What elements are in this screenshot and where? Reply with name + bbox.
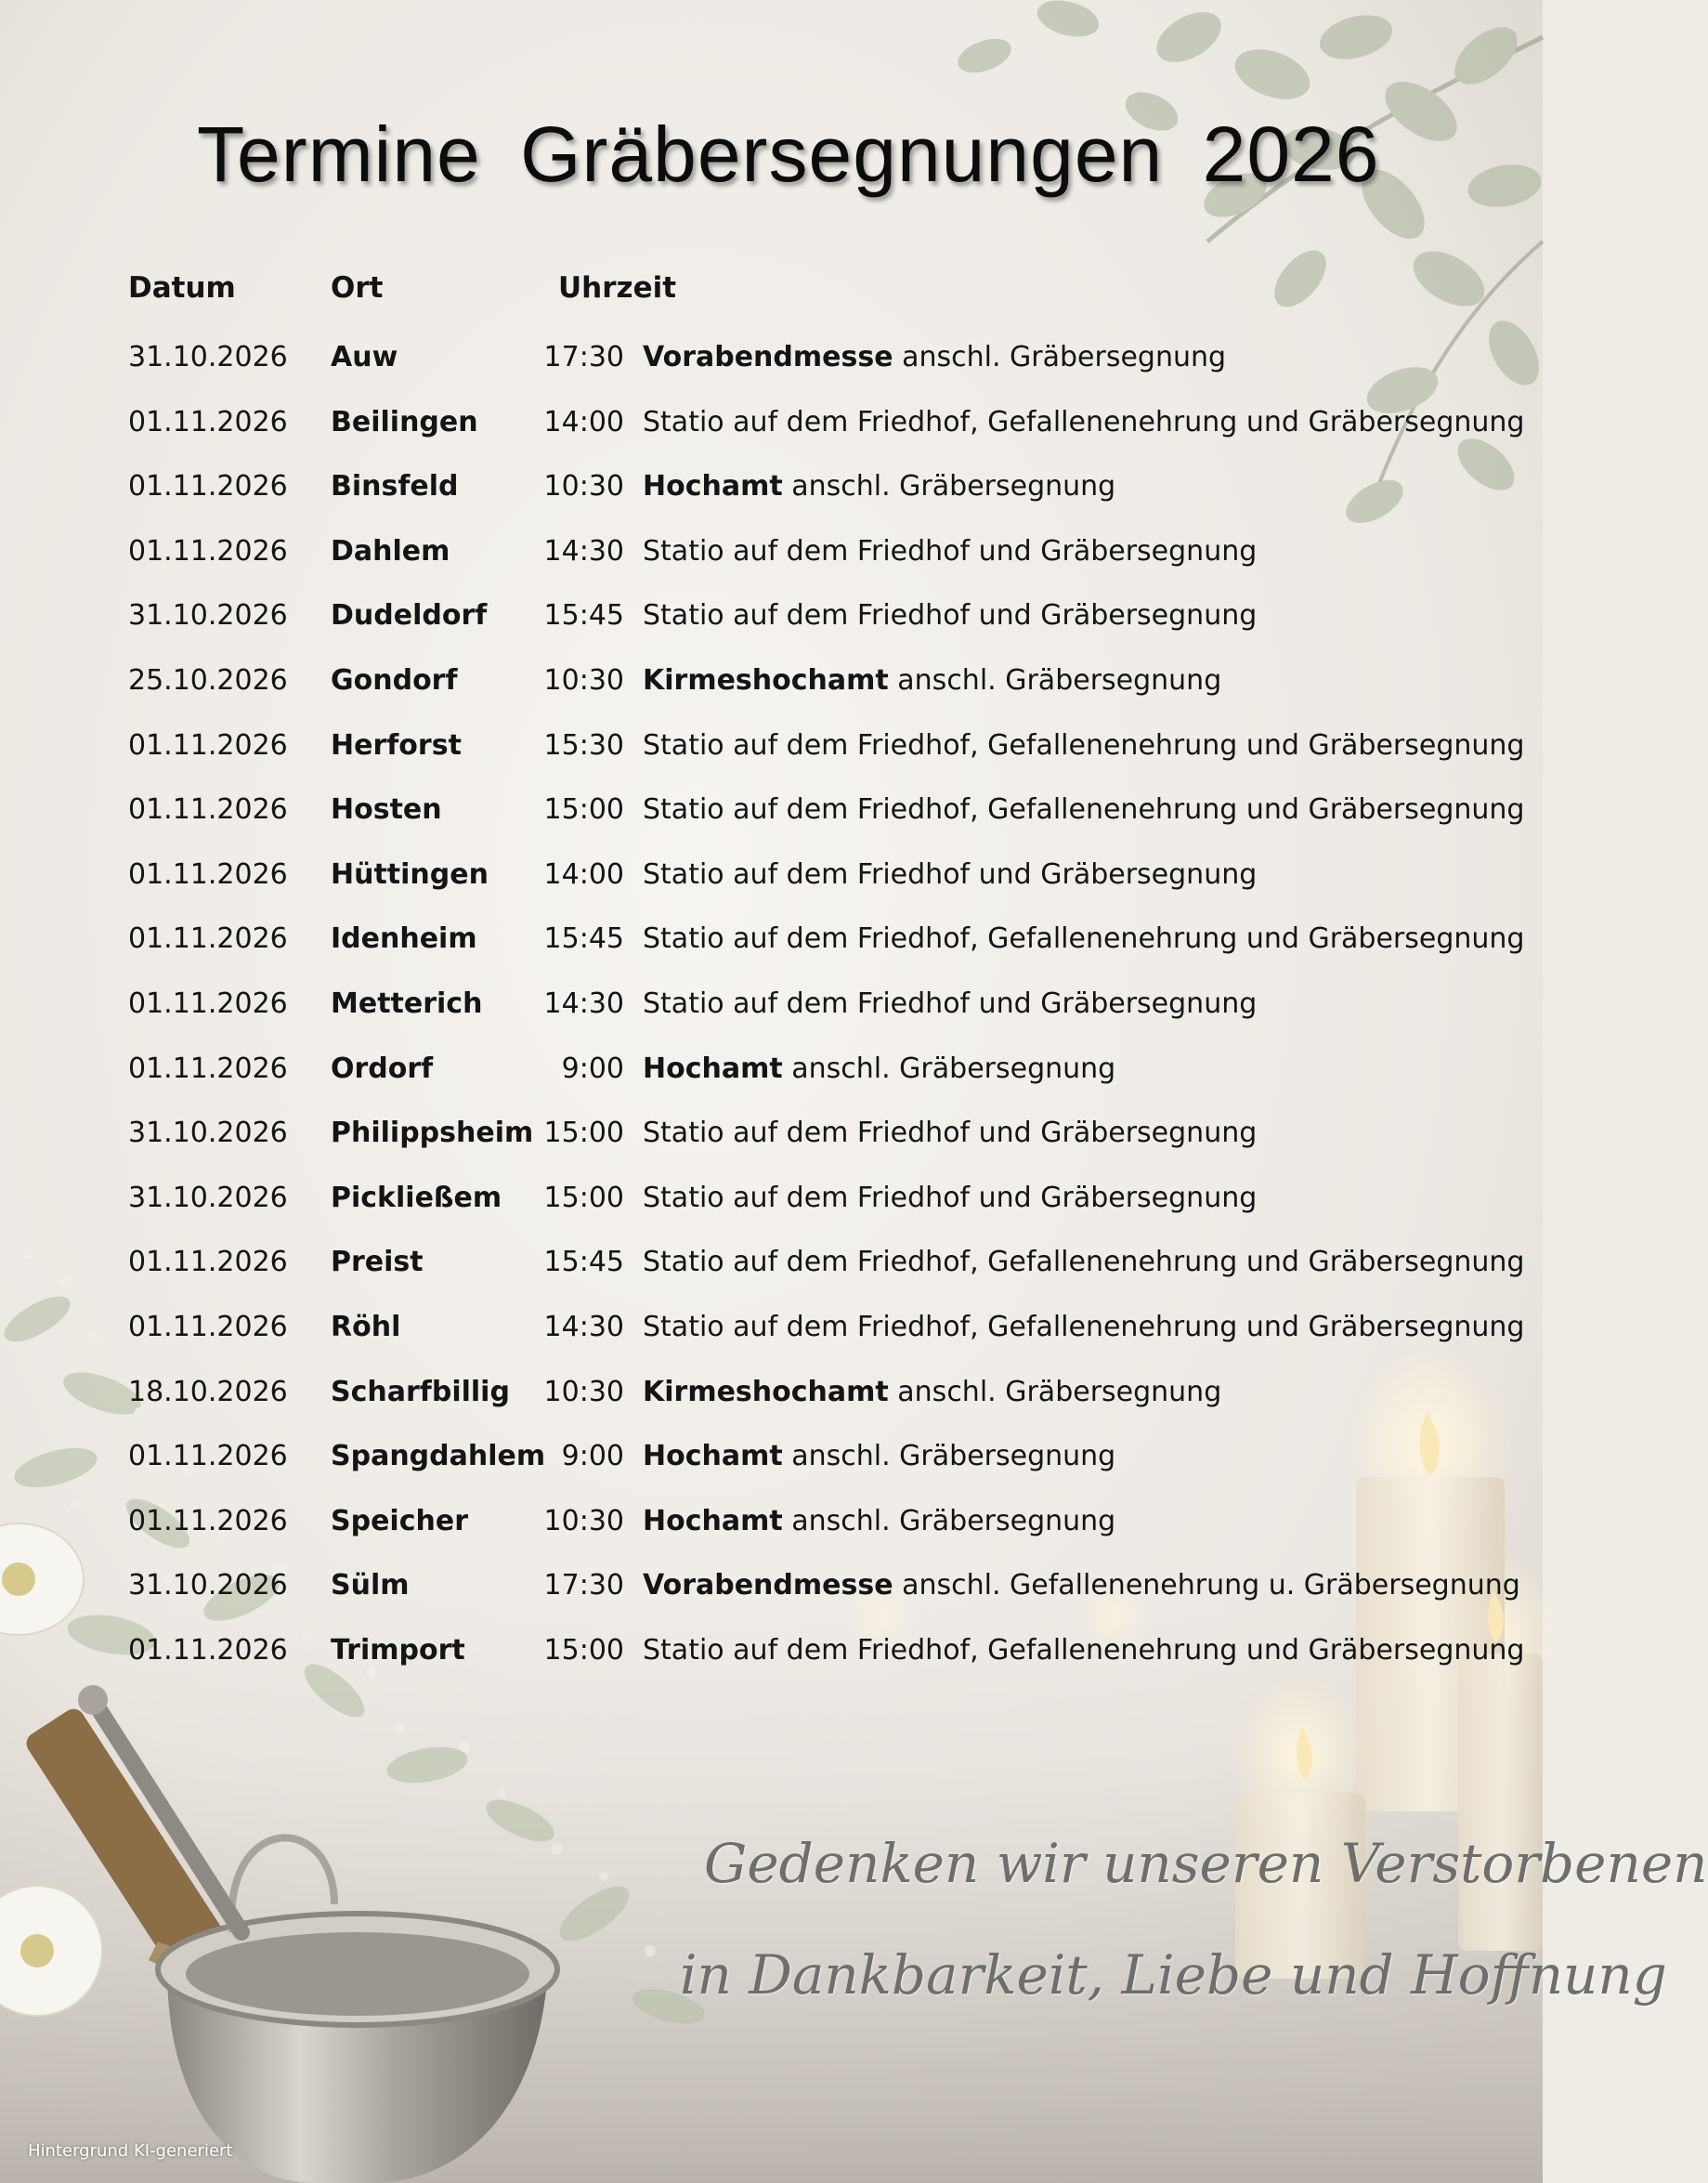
row-description-text: anschl. Gräbersegnung [893,341,1227,373]
row-description-text: anschl. Gräbersegnung [782,1504,1116,1537]
row-date: 31.10.2026 [128,1117,288,1150]
row-date: 31.10.2026 [128,341,288,373]
row-time: 17:30 [543,1569,624,1602]
row-place: Philippsheim [331,1117,534,1150]
row-place: Spangdahlem [331,1440,546,1473]
row-description [643,981,1257,1027]
table-row [0,1304,1543,1351]
row-description-text: anschl. Gräbersegnung [782,1052,1116,1085]
table-row [0,464,1543,510]
row-description-text: anschl. Gefallenenehrung u. Gräbersegnung [893,1569,1520,1602]
row-date: 01.11.2026 [128,1311,288,1343]
row-description [643,723,1524,769]
row-time: 15:00 [543,1181,624,1214]
row-time: 15:00 [543,1634,624,1667]
row-time: 9:00 [561,1440,624,1473]
row-description [643,787,1524,833]
row-place: Gondorf [331,664,458,697]
column-header-ort: Ort [331,271,384,305]
row-place: Metterich [331,987,483,1020]
table-row [0,981,1543,1027]
row-description-text: Statio auf dem Friedhof, Gefallenenehrung und Gräbersegnung [643,793,1525,827]
column-header-uhrzeit: Uhrzeit [558,271,677,305]
row-description [643,1046,1115,1092]
row-place: Trimport [331,1634,465,1667]
row-time: 15:30 [543,728,624,762]
row-description-text: Statio auf dem Friedhof und Gräbersegnung [643,1181,1258,1214]
row-place: Hosten [331,793,442,827]
row-place: Ordorf [331,1052,434,1085]
row-time: 14:30 [543,1311,624,1343]
table-row [0,1239,1543,1286]
table-row [0,399,1543,446]
table-row [0,658,1543,704]
row-place: Scharfbillig [331,1375,510,1408]
row-description [643,1239,1524,1286]
row-time: 10:30 [543,664,624,697]
row-time: 10:30 [543,1375,624,1408]
row-time: 15:45 [543,922,624,956]
row-service-type: Hochamt [643,470,783,503]
row-place: Beilingen [331,405,478,438]
row-time: 14:00 [543,405,624,438]
row-time: 10:30 [543,470,624,503]
quote-line-1: Gedenken wir unseren Verstorbenen [704,1832,1708,1895]
table-row [0,916,1543,962]
row-description-text: Statio auf dem Friedhof und Gräbersegnung [643,857,1258,891]
row-date: 01.11.2026 [128,1504,288,1537]
row-description-text: anschl. Gräbersegnung [782,1440,1116,1473]
row-description [643,916,1524,962]
row-description [643,1498,1115,1545]
row-description-text: Statio auf dem Friedhof und Gräbersegnung [643,534,1258,568]
row-date: 01.11.2026 [128,728,288,762]
row-description-text: anschl. Gräbersegnung [782,470,1116,503]
row-place: Sülm [331,1569,410,1602]
row-description-text: Statio auf dem Friedhof und Gräbersegnung [643,1117,1258,1150]
table-row [0,1498,1543,1545]
row-place: Preist [331,1246,424,1279]
table-row [0,1627,1543,1674]
row-description-text: Statio auf dem Friedhof, Gefallenenehrung und Gräbersegnung [643,1246,1525,1279]
table-row [0,1369,1543,1416]
row-description [643,399,1524,446]
row-place: Auw [331,341,398,373]
table-row [0,1562,1543,1609]
row-description-text: Statio auf dem Friedhof, Gefallenenehrung und Gräbersegnung [643,922,1525,956]
table-row [0,1433,1543,1480]
row-date: 01.11.2026 [128,922,288,956]
row-service-type: Kirmeshochamt [643,664,889,697]
row-description [643,1110,1257,1157]
row-service-type: Kirmeshochamt [643,1375,889,1408]
row-date: 01.11.2026 [128,1052,288,1085]
row-place: Pickließem [331,1181,502,1214]
row-date: 01.11.2026 [128,1246,288,1279]
row-date: 25.10.2026 [128,664,288,697]
row-place: Binsfeld [331,470,459,503]
row-description-text: Statio auf dem Friedhof, Gefallenenehrung und Gräbersegnung [643,728,1525,762]
column-header-datum: Datum [128,271,236,305]
background-credit: Hintergrund KI-generiert [28,2141,233,2161]
row-date: 31.10.2026 [128,1569,288,1602]
page-title: Termine Gräbersegnungen 2026 [197,111,1380,198]
table-row [0,334,1543,381]
table-row [0,529,1543,575]
row-description-text: Statio auf dem Friedhof und Gräbersegnung [643,987,1258,1020]
row-date: 31.10.2026 [128,1181,288,1214]
row-time: 10:30 [543,1504,624,1537]
row-place: Speicher [331,1504,468,1537]
row-service-type: Vorabendmesse [643,1569,893,1602]
table-row [0,1046,1543,1092]
row-description [643,464,1115,510]
row-description [643,529,1257,575]
row-time: 9:00 [561,1052,624,1085]
row-description-text: anschl. Gräbersegnung [888,664,1222,697]
row-service-type: Hochamt [643,1052,783,1085]
row-time: 15:45 [543,599,624,633]
row-description [643,1562,1520,1609]
row-description [643,1433,1115,1480]
row-date: 01.11.2026 [128,1440,288,1473]
row-description [643,852,1257,898]
row-service-type: Vorabendmesse [643,341,893,373]
row-date: 01.11.2026 [128,405,288,438]
row-description [643,1627,1524,1674]
row-time: 17:30 [543,341,624,373]
row-description-text: Statio auf dem Friedhof, Gefallenenehrung und Gräbersegnung [643,405,1525,438]
row-time: 14:30 [543,987,624,1020]
row-place: Dahlem [331,534,450,568]
table-row [0,852,1543,898]
row-place: Herforst [331,728,462,762]
row-date: 01.11.2026 [128,1634,288,1667]
row-description-text: anschl. Gräbersegnung [888,1375,1222,1408]
row-place: Dudeldorf [331,599,488,633]
table-row [0,723,1543,769]
row-date: 31.10.2026 [128,599,288,633]
row-date: 01.11.2026 [128,987,288,1020]
row-time: 15:00 [543,793,624,827]
table-row [0,787,1543,833]
table-row [0,1110,1543,1157]
row-place: Röhl [331,1311,401,1343]
row-service-type: Hochamt [643,1440,783,1473]
row-description [643,1369,1221,1416]
row-place: Idenheim [331,922,477,956]
row-service-type: Hochamt [643,1504,783,1537]
row-description [643,1175,1257,1222]
row-time: 14:00 [543,857,624,891]
row-date: 01.11.2026 [128,793,288,827]
quote-line-2: in Dankbarkeit, Liebe und Hoffnung [680,1943,1667,2007]
row-date: 18.10.2026 [128,1375,288,1408]
row-time: 14:30 [543,534,624,568]
row-time: 15:45 [543,1246,624,1279]
row-description-text: Statio auf dem Friedhof, Gefallenenehrung und Gräbersegnung [643,1311,1525,1343]
row-place: Hüttingen [331,857,489,891]
row-description [643,593,1257,639]
row-date: 01.11.2026 [128,534,288,568]
row-description [643,658,1221,704]
table-row [0,1175,1543,1222]
row-description [643,1304,1524,1351]
row-description [643,334,1226,381]
row-time: 15:00 [543,1117,624,1150]
row-description-text: Statio auf dem Friedhof, Gefallenenehrung und Gräbersegnung [643,1634,1525,1667]
row-date: 01.11.2026 [128,857,288,891]
row-date: 01.11.2026 [128,470,288,503]
table-row [0,593,1543,639]
row-description-text: Statio auf dem Friedhof und Gräbersegnung [643,599,1258,633]
